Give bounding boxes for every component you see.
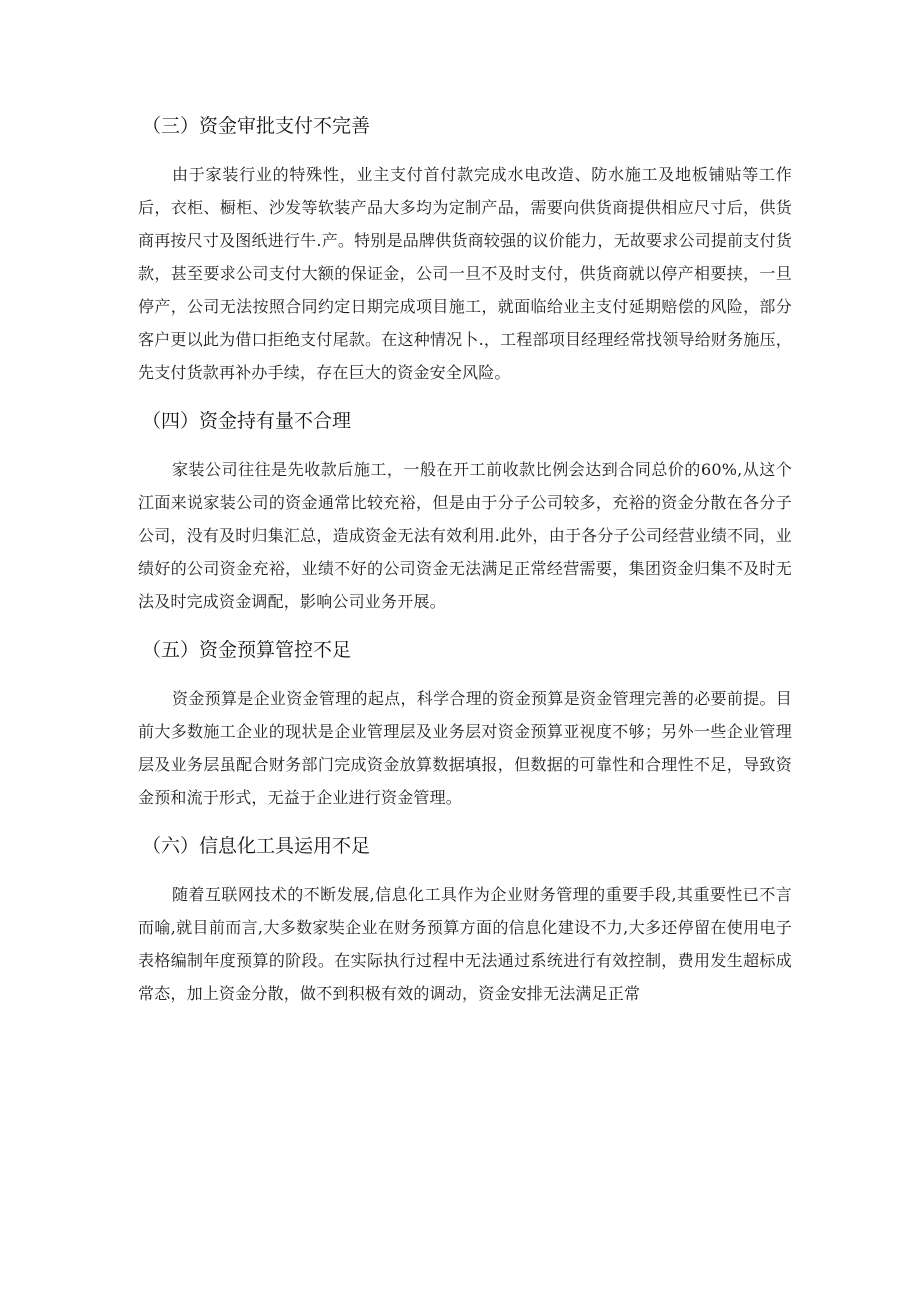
section-6 (138, 832, 792, 1010)
section-5 (138, 636, 792, 832)
section-heading: （五）资金预算管控不足 (142, 639, 352, 661)
section-3 (138, 112, 792, 407)
section-heading: （三）资金审批支付不完善 (142, 115, 371, 137)
section-paragraph: 随着互联网技术的不断发展,信息化工具作为企业财务管理的重要手段,其重要性已不言而喻,就目前而言,大多数家奘企业在财务预算方面的信息化建设不力,大多还停留在使用电子表格编制年度预算的阶段。在实际执行过程中无法通过系统进行有效控制，费用发生超标成常态，加上资金分散，做不到积极有效的调动，资金安排无法满足正常 (138, 885, 792, 1003)
section-heading: （六）信息化工具运用不足 (142, 835, 371, 857)
section-heading: （四）资金持有量不合理 (142, 410, 352, 432)
section-paragraph: 家装公司往往是先收款后施工，一般在开工前收款比例会达到合同总价的60%,从这个江面来说家装公司的资金通常比较充裕，但是由于分子公司较多，充裕的资金分散在各分子公司，没有及时归集汇总，造成资金无法有效利用.此外，由于各分子公司经营业绩不同，业绩好的公司资金充裕，业绩不好的公司资金无法满足正常经营需要，集团资金归集不及时无法及时完成资金调配，影响公司业务开展。 (138, 460, 792, 611)
section-4 (138, 407, 792, 636)
section-paragraph: 由于家装行业的特殊性，业主支付首付款完成水电改造、防水施工及地板铺贴等工作后，衣柜、橱柜、沙发等软装产品大多均为定制产品，需要向供货商提供相应尺寸后，供货商再按尺寸及图纸进行牛.产。特别是品牌供货商较强的议价能力，无故要求公司提前支付货款，甚至要求公司支付大额的保证金，公司一旦不及时支付，供货商就以停产相要挟，一旦停产，公司无法按照合同约定日期完成项目施工，就面临给业主支付延期赔偿的风险，部分客户更以此为借口拒绝支付尾款。在这种情况卜.，工程部项目经理经常找领导给财务施压，先支付货款再补办手续，存在巨大的资金安全风险。 (138, 165, 792, 382)
section-paragraph: 资金预算是企业资金管理的起点，科学合理的资金预算是资金管理完善的必要前提。目前大多数施工企业的现状是企业管理层及业务层对资金预算亚视度不够；另外一些企业管理层及业务层虽配合财务部门完成资金放算数据填报，但数据的可靠性和合理性不足，导致资金预和流于形式，无益于企业进行资金管理。 (138, 689, 792, 807)
